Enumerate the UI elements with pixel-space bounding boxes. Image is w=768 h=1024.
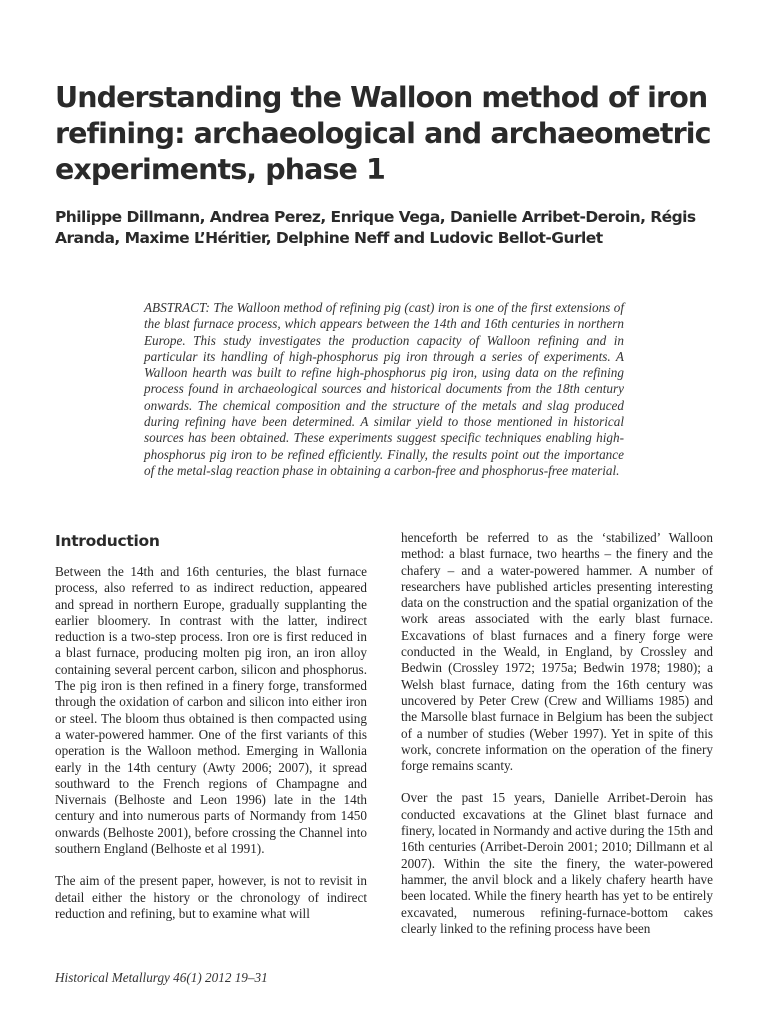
author-list: Philippe Dillmann, Andrea Perez, Enrique Vega, Danielle Arribet-Deroin, Régis Aranda, Maxime L’Héritier, Delphine Neff and Ludovic Bellot-Gurlet xyxy=(55,208,696,247)
body-paragraph: The aim of the present paper, however, is not to revisit in detail either the history or the chronology of indirect reduction and refining, but to examine what will xyxy=(55,873,367,921)
journal-citation-footer: Historical Metallurgy 46(1) 2012 19–31 xyxy=(55,970,268,985)
left-column xyxy=(55,530,367,938)
body-paragraph: henceforth be referred to as the ‘stabilized’ Walloon method: a blast furnace, two hearths – the finery and the chafery – and a water-powered hammer. A number of researchers have published articles presenting interesting data on the construction and the spatial organization of the work areas associated with the early blast furnace. Excavations of blast furnaces and a finery forge were conducted in the Weald, in England, by Crossley and Bedwin (Crossley 1972; 1975a; Bedwin 1978; 1980); a Welsh blast furnace, dating from the 16th century was uncovered by Peter Crew (Crew and Williams 1985) and the Marsolle blast furnace in Belgium has been the subject of a number of studies (Weber 1997). Yet in spite of this work, concrete information on the operation of the finery forge remains scanty. xyxy=(401,530,713,774)
abstract: ABSTRACT: The Walloon method of refining pig (cast) iron is one of the first extensions of the blast furnace process, which appears between the 14th and 16th centuries in northern Europe. This study investigates the production capacity of Walloon refining and in particular its handling of high-phosphorus pig iron through a series of experiments. A Walloon hearth was built to refine high-phosphorus pig iron, using data on the refining process found in archaeological sources and historical documents from the 18th century onwards. The chemical composition and the structure of the metals and slag produced during refining have been determined. A similar yield to those mentioned in historical sources has been obtained. These experiments suggest specific techniques enabling high-phosphorus pig iron to be refined efficiently. Finally, the results point out the importance of the metal-slag reaction phase in obtaining a carbon-free and phosphorus-free material. xyxy=(144,300,624,478)
body-paragraph: Over the past 15 years, Danielle Arribet-Deroin has conducted excavations at the Glinet blast furnace and finery, located in Normandy and active during the 15th and 16th centuries (Arribet-Deroin 2001; 2010; Dillmann et al 2007). Within the site the finery, the water-powered hammer, the anvil block and a likely chafery hearth have been located. While the finery hearth has yet to be entirely excavated, numerous refining-furnace-bottom cakes clearly linked to the refining process have been xyxy=(401,790,713,936)
right-column xyxy=(401,530,713,953)
article-title: Understanding the Walloon method of iron refining: archaeological and archaeometric experiments, phase 1 xyxy=(55,81,711,186)
section-heading-introduction: Introduction xyxy=(55,532,160,550)
body-paragraph: Between the 14th and 16th centuries, the blast furnace process, also referred to as indirect reduction, appeared and spread in northern Europe, gradually supplanting the earlier bloomery. In contrast with the latter, indirect reduction is a two-step process. Iron ore is first reduced in a blast furnace, producing molten pig iron, an iron alloy containing several percent carbon, silicon and phosphorus. The pig iron is then refined in a finery forge, transformed through the oxidation of carbon and silicon into either iron or steel. The bloom thus obtained is then compacted using a water-powered hammer. One of the first variants of this operation is the Walloon method. Emerging in Wallonia early in the 14th century (Awty 2006; 2007), it spread southward to the French regions of Champagne and Nivernais (Belhoste and Leon 1996) late in the 14th century and into numerous parts of Normandy from 1450 onwards (Belhoste 2001), before crossing the Channel into southern England (Belhoste et al 1991). xyxy=(55,564,367,857)
